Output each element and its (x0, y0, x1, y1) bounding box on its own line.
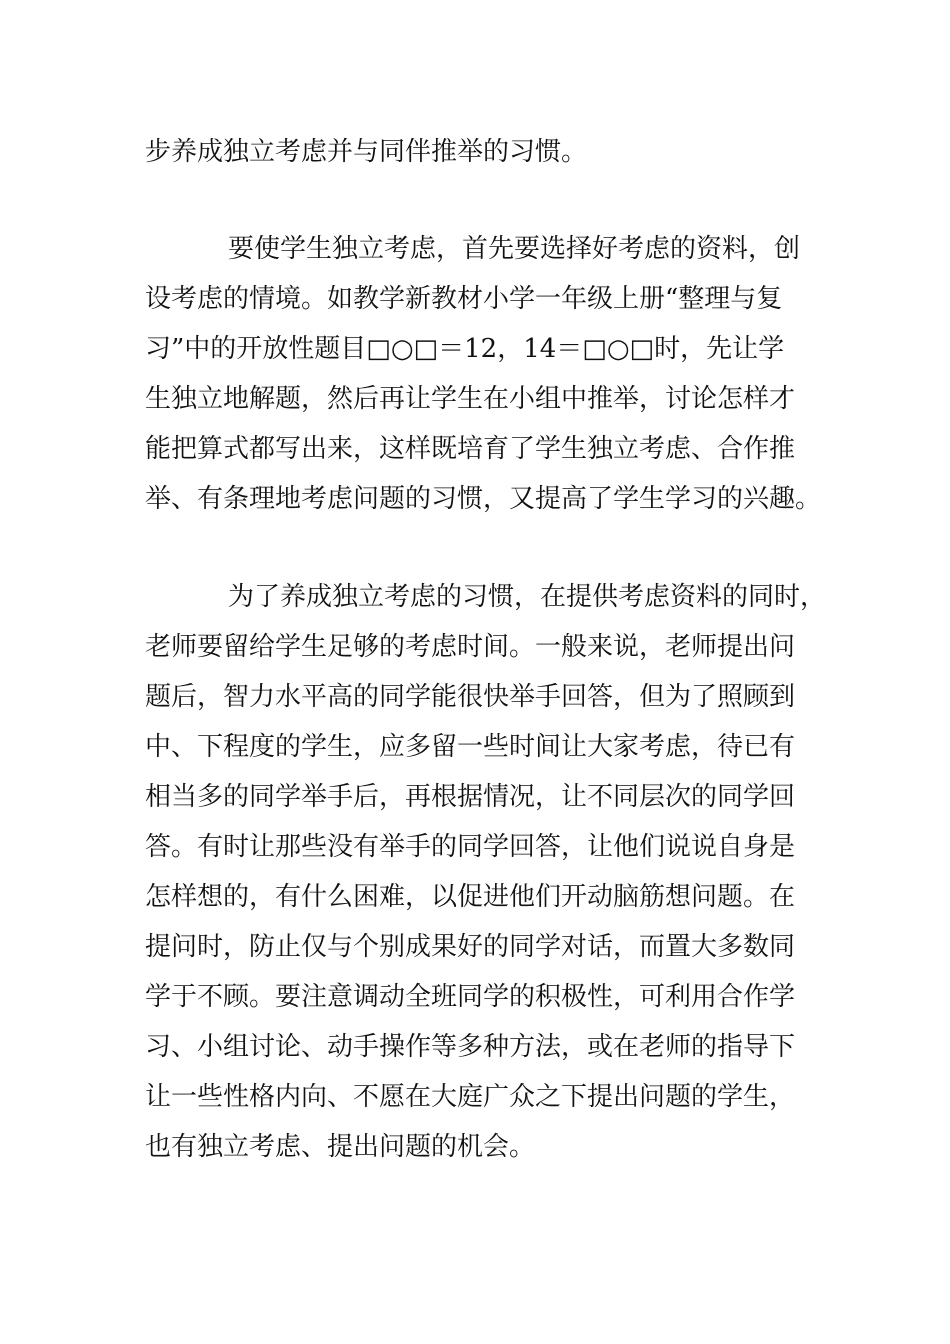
paragraph-2-line-4: 生独立地解题，然后再让学生在小组中推举，讨论怎样才 (145, 384, 796, 414)
paragraph-1-line-1: 步养成独立考虑并与同伴推举的习惯。 (145, 137, 588, 167)
paragraph-3-line-7: 怎样想的，有什么困难，以促进他们开动脑筋想问题。在 (145, 882, 796, 912)
paragraph-2-line-6: 举、有条理地考虑问题的习惯，又提高了学生学习的兴趣。 (145, 484, 822, 514)
paragraph-3-line-8: 提问时，防止仅与个别成果好的同学对话，而置大多数同 (145, 932, 796, 962)
paragraph-2-line-3: 习”中的开放性题目□○□＝12，14＝□○□时，先让学 (145, 334, 785, 364)
paragraph-2-line-2: 设考虑的情境。如教学新教材小学一年级上册“整理与复 (145, 284, 783, 314)
paragraph-3-line-10: 习、小组讨论、动手操作等多种方法，或在老师的指导下 (145, 1032, 796, 1062)
paragraph-3-line-6: 答。有时让那些没有举手的同学回答，让他们说说自身是 (145, 832, 796, 862)
paragraph-2-line-5: 能把算式都写出来，这样既培育了学生独立考虑、合作推 (145, 434, 796, 464)
paragraph-3-line-3: 题后，智力水平高的同学能很快举手回答，但为了照顾到 (145, 682, 796, 712)
paragraph-3-line-4: 中、下程度的学生，应多留一些时间让大家考虑，待已有 (145, 732, 796, 762)
paragraph-2-line-1: 要使学生独立考虑，首先要选择好考虑的资料，创 (228, 234, 801, 264)
paragraph-3-line-1: 为了养成独立考虑的习惯，在提供考虑资料的同时， (228, 582, 827, 612)
paragraph-3-line-2: 老师要留给学生足够的考虑时间。一般来说，老师提出问 (145, 632, 796, 662)
paragraph-3-line-11: 让一些性格内向、不愿在大庭广众之下提出问题的学生， (145, 1082, 796, 1112)
paragraph-3-line-12: 也有独立考虑、提出问题的机会。 (145, 1132, 536, 1162)
paragraph-3-line-5: 相当多的同学举手后，再根据情况，让不同层次的同学回 (145, 782, 796, 812)
paragraph-3-line-9: 学于不顾。要注意调动全班同学的积极性，可利用合作学 (145, 982, 796, 1012)
